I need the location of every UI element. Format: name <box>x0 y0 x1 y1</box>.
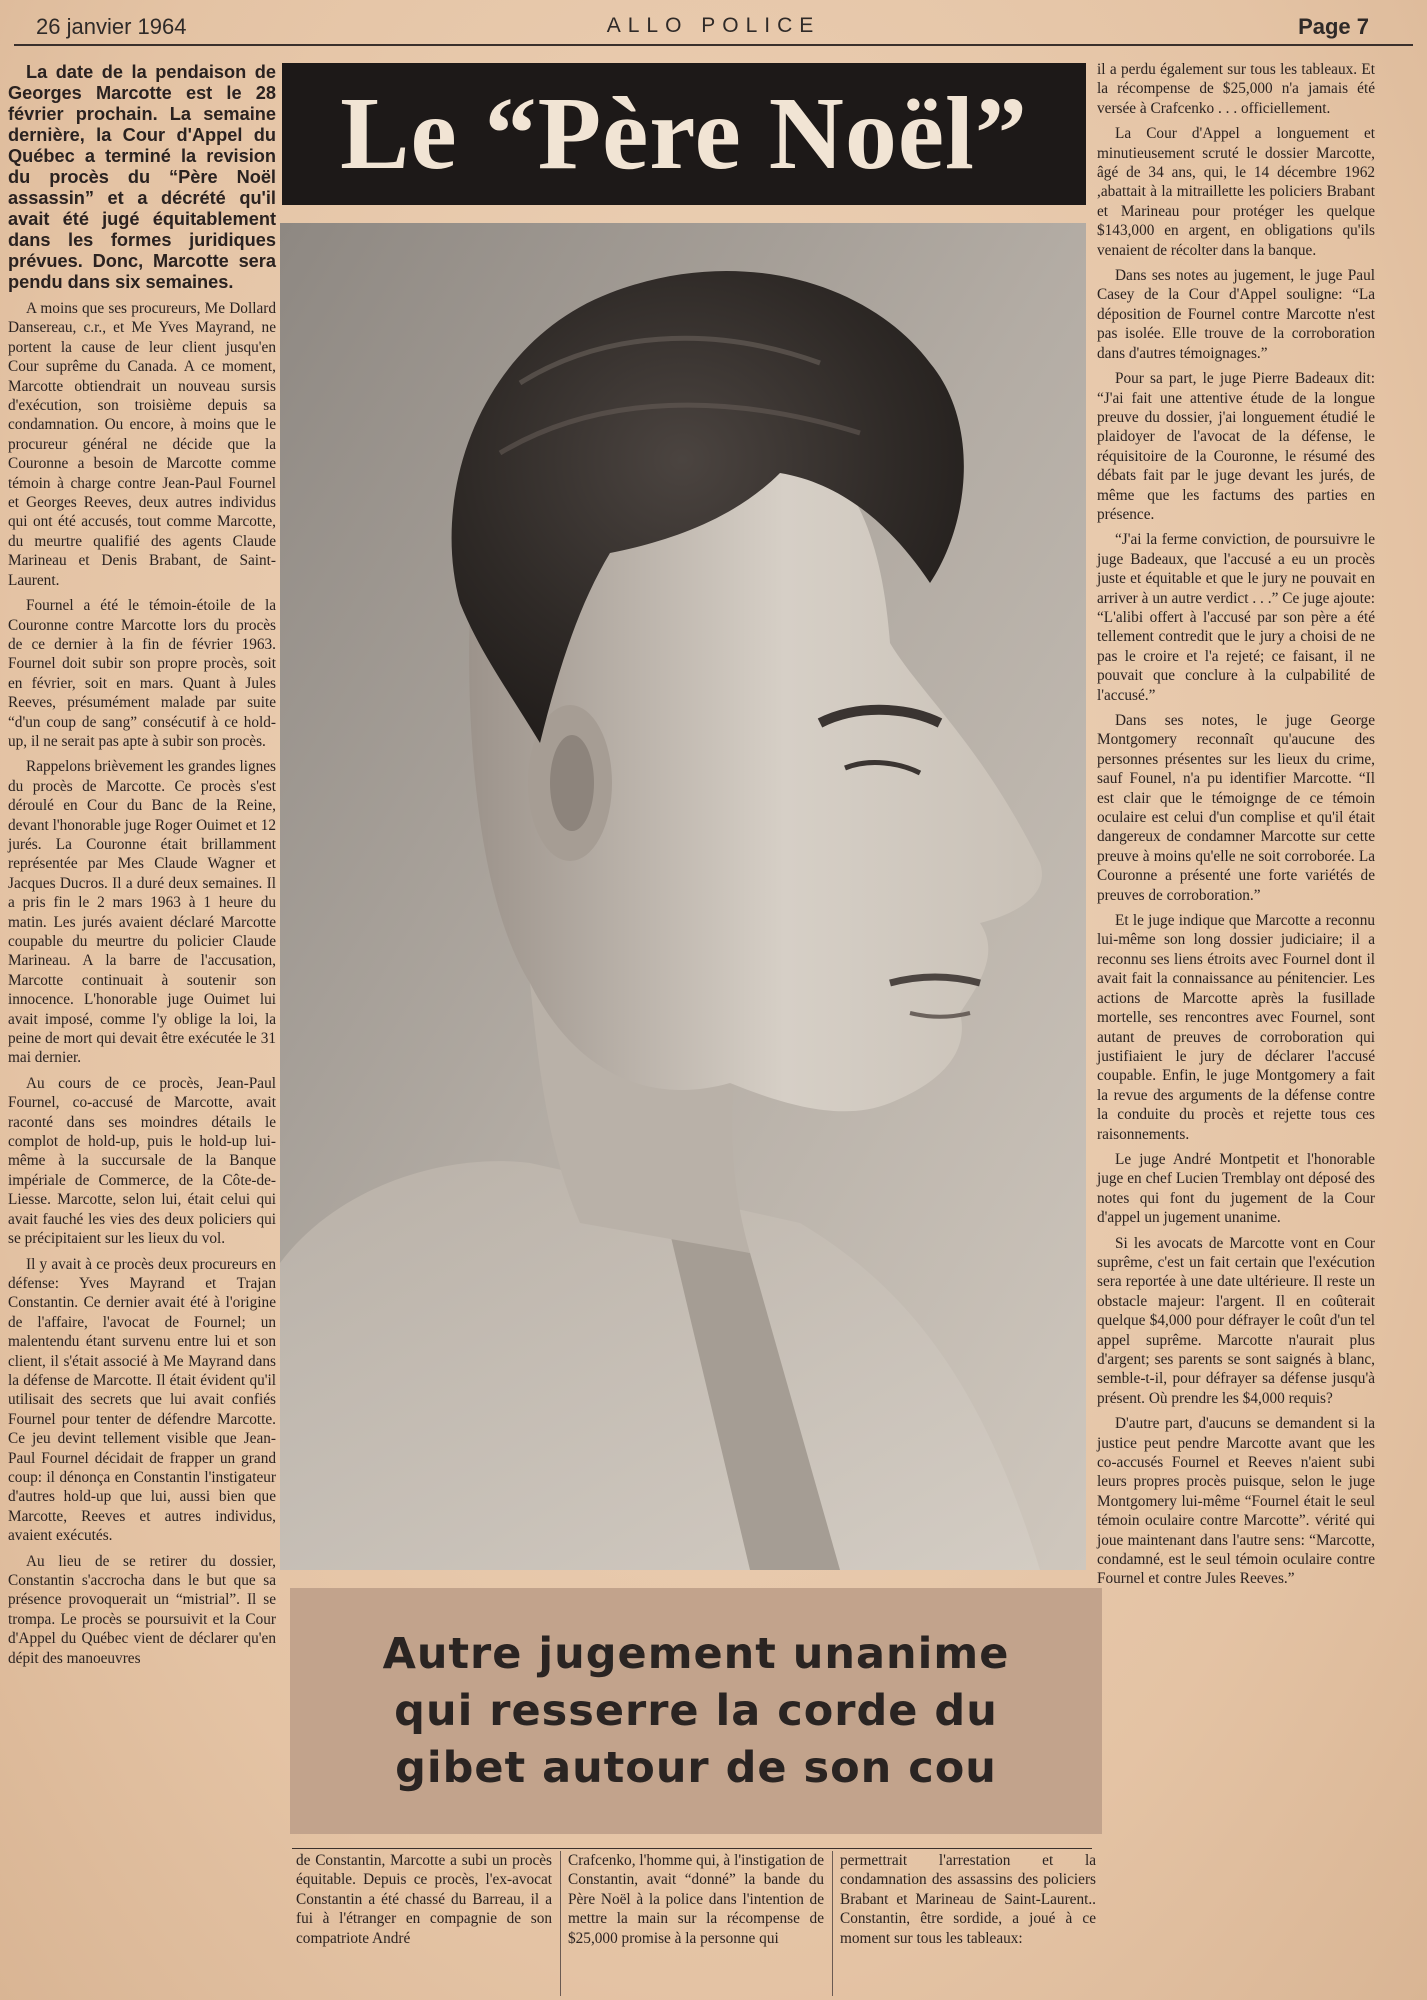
column-divider <box>832 1851 833 1996</box>
subheadline-box <box>290 1588 1102 1834</box>
article-paragraph: Et le juge indique que Marcotte a reconnu lui-même son long dossier judiciaire; il a reconnu ses liens étroits avec Fournel dont il avait fait la connaissance au pénitencier. Les actions de Marcotte après la fusillade mortelle, ses rencontres avec Fournel, sont autant de preuves de corroboration qui justifiaient le jury de déclarer l'accusé coupable. Enfin, le juge Montgomery a fait la revue des arguments de la défense contre la conduite du procès et rejette tous ces raisonnements. <box>1097 912 1375 1143</box>
right-column <box>1097 60 1375 1995</box>
headline-banner <box>282 63 1086 205</box>
article-paragraph: Si les avocats de Marcotte vont en Cour suprême, c'est un fait certain que l'exécution sera reportée à une date ultérieure. Il reste un obstacle majeur: l'argent. Il en coûterait quelque $4,000 pour défrayer le coût d'un tel appel suprême. Marcotte n'aurait plus d'argent; ses parents se sont saignés à blanc, semble-t-il, pour défrayer sa défense jusqu'à présent. Où prendre les $4,000 requis? <box>1097 1234 1375 1407</box>
subheadline-line: gibet autour de son cou <box>395 1742 997 1793</box>
column-divider <box>560 1851 561 1996</box>
article-paragraph: Le juge André Montpetit et l'honorable juge en chef Lucien Tremblay ont déposé des notes qui font du jugement de la Cour d'appel un jugement unanime. <box>1097 1150 1375 1227</box>
article-paragraph: Dans ses notes, le juge George Montgomery reconnaît qu'aucune des personnes présentes sur les lieux du crime, sauf Founel, n'a pu identifier Marcotte. “Il est clair que le témoignge de ce témoin oculaire est celui d'un complise et qu'il était dangereux de condamner Marcotte sur cette preuve à moins qu'elle ne soit corroborée. La Couronne a présenté une forte variétés de preuves de corroboration.” <box>1097 712 1375 904</box>
subheadline-line: qui resserre la corde du <box>394 1685 998 1736</box>
article-paragraph: Au lieu de se retirer du dossier, Constantin s'accrocha dans le but que sa présence provoquerait un “mistrial”. Il se trompa. Le procès se poursuivit et la Cour d'Appel du Québec vient de déclarer qu'en dépit des manoeuvres <box>8 1552 276 1667</box>
article-paragraph: “J'ai la ferme conviction, de poursuivre le juge Badeaux, que l'accusé a eu un procès juste et équitable et que le jury ne pouvait en arriver à un autre verdict . . .” Ce juge ajoute: “L'alibi offert à l'accusé par son père a été tellement contredit que le jury a choisi de ne pas le croire et l'a rejeté; ce faisant, il ne pouvait que conclure à la culpabilité de l'accusé.” <box>1097 531 1375 704</box>
article-paragraph: permettrait l'arrestation et la condamnation des assassins des policiers Brabant et Marineau de Saint-Laurent.. Constantin, être sordide, a joué à ce moment sur tous les tableaux: <box>840 1852 1096 1947</box>
article-paragraph: Crafcenko, l'homme qui, à l'instigation de Constantin, avait “donné” la bande du Père Noël à la police dans l'intention de mettre la main sur la récompense de $25,000 promise à la personne qui <box>568 1852 824 1947</box>
publication-title: ALLO POLICE <box>606 14 821 37</box>
article-paragraph: Rappelons brièvement les grandes lignes du procès de Marcotte. Ce procès s'est déroulé en Cour du Banc de la Reine, devant l'honorable juge Roger Ouimet et 12 jurés. La Couronne était brillamment représentée par Mes Claude Wagner et Jacques Ducros. Il a duré deux semaines. Il a pris fin le 2 mars 1963 à 1 heure du matin. Les jurés avaient déclaré Marcotte coupable du meurtre du policier Claude Marineau. A la barre de l'accusation, Marcotte continuait à soutenir son innocence. L'honorable juge Ouimet lui avait imposé, comme l'y oblige la loi, la peine de mort qui devait être exécutée le 31 mai dernier. <box>8 758 276 1067</box>
article-paragraph: Dans ses notes au jugement, le juge Paul Casey de la Cour d'Appel souligne: “La déposition de Fournel contre Marcotte n'est pas isolée. Elle trouve de la corroboration dans d'autres témoignages.” <box>1097 267 1375 362</box>
left-column <box>8 62 276 1992</box>
bottom-columns-rule <box>292 1848 1092 1849</box>
subheadline-line: Autre jugement unanime <box>382 1628 1010 1679</box>
bottom-column-1 <box>296 1851 552 1996</box>
article-paragraph: de Constantin, Marcotte a subi un procès équitable. Depuis ce procès, l'ex-avocat Constantin a été chassé du Barreau, il a fui à l'étranger en compagnie de son compatriote André <box>296 1852 552 1947</box>
page-number: Page 7 <box>1298 14 1369 39</box>
intro-paragraph: La date de la pendaison de Georges Marcotte est le 28 février prochain. La semaine dernière, la Cour d'Appel du Québec a terminé la revision du procès du “Père Noël assassin” et a décrété qu'il avait été jugé équitablement dans les formes juridiques prévues. Donc, Marcotte sera pendu dans six semaines. <box>8 62 276 292</box>
article-paragraph: il a perdu également sur tous les tableaux. Et la récompense de $25,000 n'a jamais été versée à Crafcenko . . . officiellement. <box>1097 61 1375 117</box>
bottom-column-2 <box>568 1851 824 1996</box>
article-paragraph: A moins que ses procureurs, Me Dollard Dansereau, c.r., et Me Yves Mayrand, ne portent la cause de leur client jusqu'en Cour suprême du Canada. A ce moment, Marcotte obtiendrait un nouveau sursis d'exécution, son troisième depuis sa condamnation. Ou encore, à moins que le procureur général ne décide que la Couronne a besoin de Marcotte comme témoin à charge contre Jean-Paul Fournel et Georges Reeves, deux autres individus qui ont été accusés, tout comme Marcotte, du meurtre qualifié des agents Claude Marineau et Denis Brabant, de Saint-Laurent. <box>8 300 276 589</box>
portrait-photo <box>280 223 1086 1570</box>
article-paragraph: Pour sa part, le juge Pierre Badeaux dit: “J'ai fait une attentive étude de la longue preuve du dossier, j'ai longuement étudié le plaidoyer de l'avocat de la défense, le réquisitoire de la Couronne, le résumé des débats fait par le juge devant les jurés, de même que les factums des parties en présence. <box>1097 370 1375 523</box>
article-paragraph: D'autre part, d'aucuns se demandent si la justice peut pendre Marcotte avant que les co-accusés Fournel et Reeves n'aient subi leurs propres procès puisque, selon le juge Montgomery lui-même “Fournel était le seul témoin oculaire contre Marcotte”. vérité qui joue maintenant dans l'autre sens: “Marcotte, condamné, est le seul témoin oculaire contre Fournel et contre Jules Reeves.” <box>1097 1415 1375 1588</box>
issue-date: 26 janvier 1964 <box>36 14 187 39</box>
headline: Le “Père Noël” <box>340 76 1028 191</box>
bottom-column-3 <box>840 1851 1096 1996</box>
article-paragraph: Il y avait à ce procès deux procureurs en défense: Yves Mayrand et Trajan Constantin. Ce dernier avait été à l'origine de l'affaire, l'avocat de Fournel; un malentendu étant survenu entre lui et son client, il s'était associé à Me Mayrand dans la défense de Marcotte. Il était évident qu'il utilisait des secrets que lui avait confiés Fournel pour tenter de défendre Marcotte. Ce jeu devint tellement visible que Jean-Paul Fournel décidait de frapper un grand coup: il dénonça en Constantin l'instigateur d'autres hold-up que lui, aussi bien que Marcotte, Reeves et autres individus, avaient exécutés. <box>8 1255 276 1545</box>
article-paragraph: La Cour d'Appel a longuement et minutieusement scruté le dossier Marcotte, âgé de 34 ans, qui, le 14 décembre 1962 ,abattait à la mitraillette les policiers Brabant et Marineau pour protéger les quelque $143,000 en argent, en obligations qu'ils venaient de récolter dans la banque. <box>1097 125 1375 259</box>
article-paragraph: Au cours de ce procès, Jean-Paul Fournel, co-accusé de Marcotte, avait raconté dans ses moindres détails le complot de hold-up, puis le hold-up lui-même à la succursale de la Banque impériale de Commerce, de la Côte-de-Liesse. Marcotte, selon lui, était celui qui avait fauché les vies des deux policiers qui se précipitaient sur les lieux du vol. <box>8 1074 276 1248</box>
portrait-photo-icon <box>280 223 1086 1570</box>
header-rule <box>14 44 1413 46</box>
article-paragraph: Fournel a été le témoin-étoile de la Couronne contre Marcotte lors du procès de ce dernier à la fin de février 1963. Fournel doit subir son propre procès, soit en février, soit en mars. Quant à Jules Reeves, présumément malade par suite “d'un coup de sang” consécutif à ce hold-up, il ne serait pas apte à subir son procès. <box>8 597 276 750</box>
